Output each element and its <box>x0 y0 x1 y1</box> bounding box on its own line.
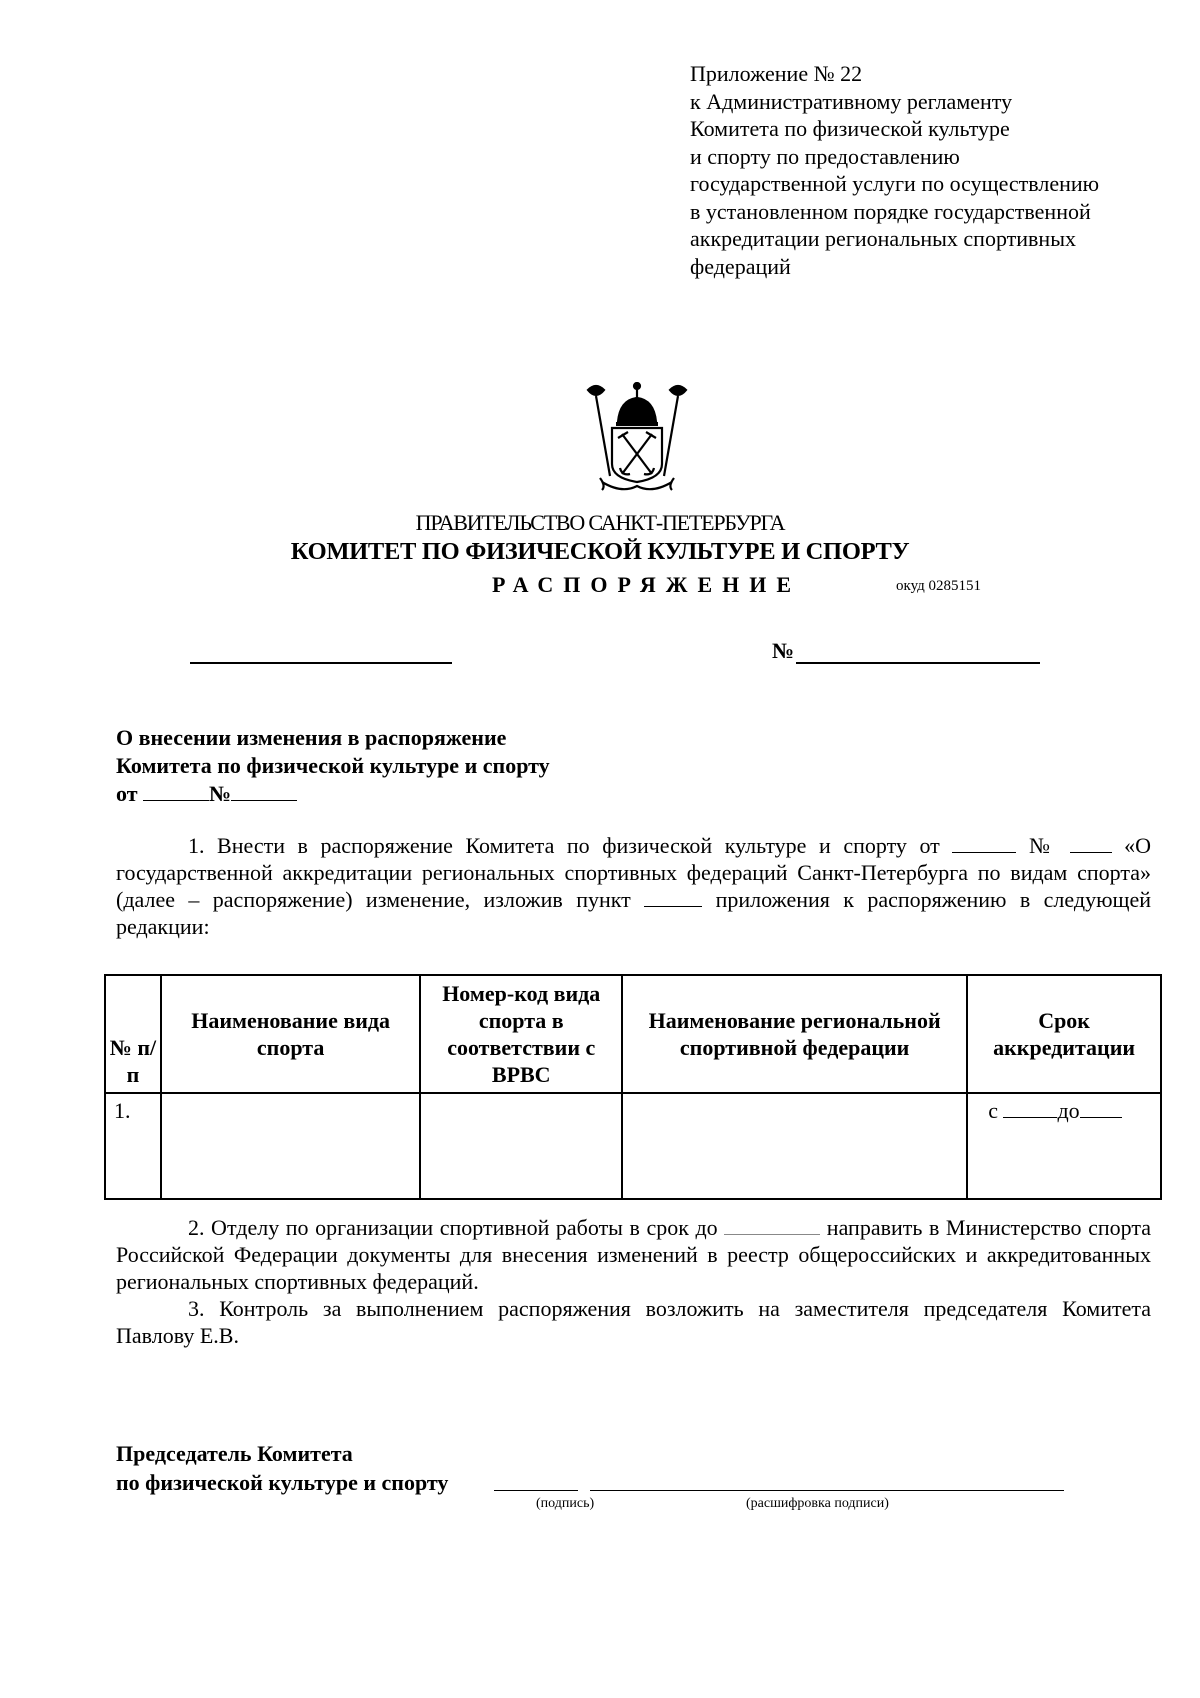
paragraph-2-text: 2. Отделу по организации спортивной работы в срок до <box>188 1215 718 1240</box>
annex-line: федераций <box>690 253 791 279</box>
subject-number-blank[interactable] <box>231 782 297 801</box>
accreditation-table <box>104 974 1162 1200</box>
annex-line: и спорту по предоставлению <box>690 143 960 169</box>
subject-from-label: от <box>116 781 138 806</box>
government-title: ПРАВИТЕЛЬСТВО САНКТ-ПЕТЕРБУРГА <box>415 510 785 535</box>
cell-sport-code[interactable] <box>420 1093 622 1199</box>
paragraph-2-text: направить в Министерство спорта Российской Федерации документы для внесения изменений в реестр общероссийских и аккредитованных региональных спортивных федераций. <box>116 1215 1151 1294</box>
term-to-label: до <box>1057 1098 1080 1123</box>
signature-field[interactable] <box>494 1490 578 1491</box>
order-number-field[interactable] <box>796 662 1040 664</box>
header-sport-name: Наименование вида спорта <box>161 975 421 1093</box>
paragraph-2 <box>116 1214 1151 1295</box>
header-federation: Наименование региональной спортивной федерации <box>622 975 967 1093</box>
signature-title: по физической культуре и спорту <box>116 1470 449 1495</box>
signature-block <box>116 1439 448 1497</box>
annex-line: аккредитации региональных спортивных <box>690 226 1076 251</box>
table-row <box>105 1093 1161 1199</box>
cell-sport-name[interactable] <box>161 1093 421 1199</box>
signature-decoding-caption: (расшифровка подписи) <box>746 1496 889 1511</box>
subject-line-date <box>116 780 550 808</box>
committee-title: КОМИТЕТ ПО ФИЗИЧЕСКОЙ КУЛЬТУРЕ И СПОРТУ <box>290 538 910 565</box>
paragraph-1-number-label: № <box>1028 833 1057 858</box>
paragraph-1-text: 1. Внести в распоряжение Комитета по физической культуре и спорту от <box>188 833 940 858</box>
order-date-blank[interactable] <box>952 834 1016 853</box>
annex-line: государственной услуги по осуществлению <box>690 171 1100 196</box>
subject-number-label: № <box>209 781 232 806</box>
order-title: РАСПОРЯЖЕНИЕ <box>492 572 802 597</box>
order-number-label: № <box>772 638 795 663</box>
term-to-blank[interactable] <box>1080 1099 1122 1118</box>
header-num: № п/п <box>105 975 161 1093</box>
signature-caption: (подпись) <box>536 1496 595 1511</box>
annex-block <box>690 60 1170 280</box>
order-subject <box>116 724 550 808</box>
subject-line: Комитета по физической культуре и спорту <box>116 753 550 778</box>
annex-line: Приложение № 22 <box>690 61 863 86</box>
okud-code: окуд 0285151 <box>896 578 982 594</box>
annex-line: к Административному регламенту <box>690 88 1013 114</box>
order-date-field[interactable] <box>190 662 452 664</box>
header-term: Срок аккредитации <box>967 975 1161 1093</box>
cell-num: 1. <box>105 1093 161 1199</box>
deadline-blank[interactable] <box>724 1216 820 1235</box>
signature-decoding-field[interactable] <box>590 1490 1064 1491</box>
header-sport-code: Номер-код вида спорта в соответствии с ВРВС <box>420 975 622 1093</box>
subject-date-blank[interactable] <box>143 782 209 801</box>
term-from-blank[interactable] <box>1003 1099 1057 1118</box>
annex-line: в установленном порядке государственной <box>690 198 1091 224</box>
subject-line: О внесении изменения в распоряжение <box>116 725 507 750</box>
paragraph-3 <box>116 1295 1151 1349</box>
table-header-row <box>105 975 1161 1093</box>
signature-title: Председатель Комитета <box>116 1441 353 1466</box>
cell-term[interactable] <box>967 1093 1161 1199</box>
term-from-label: с <box>988 1098 998 1123</box>
paragraph-1 <box>116 832 1151 940</box>
paragraph-1-text: «О государственной аккредитации региональных спортивных федераций Санкт-Петербурга по видам спорта» (далее – распоряжение) изменение, изложив пункт <box>116 833 1152 912</box>
saint-petersburg-coat-of-arms-icon <box>582 382 692 494</box>
paragraph-1-text: приложения к распоряжению в следующей редакции: <box>116 887 1151 939</box>
annex-line: Комитета по физической культуре <box>690 116 1010 141</box>
item-number-blank[interactable] <box>644 888 702 907</box>
order-number-blank[interactable] <box>1070 834 1112 853</box>
cell-federation[interactable] <box>622 1093 967 1199</box>
paragraph-3-text: 3. Контроль за выполнением распоряжения возложить на заместителя председателя Комитета Павлову Е.В. <box>116 1296 1151 1348</box>
